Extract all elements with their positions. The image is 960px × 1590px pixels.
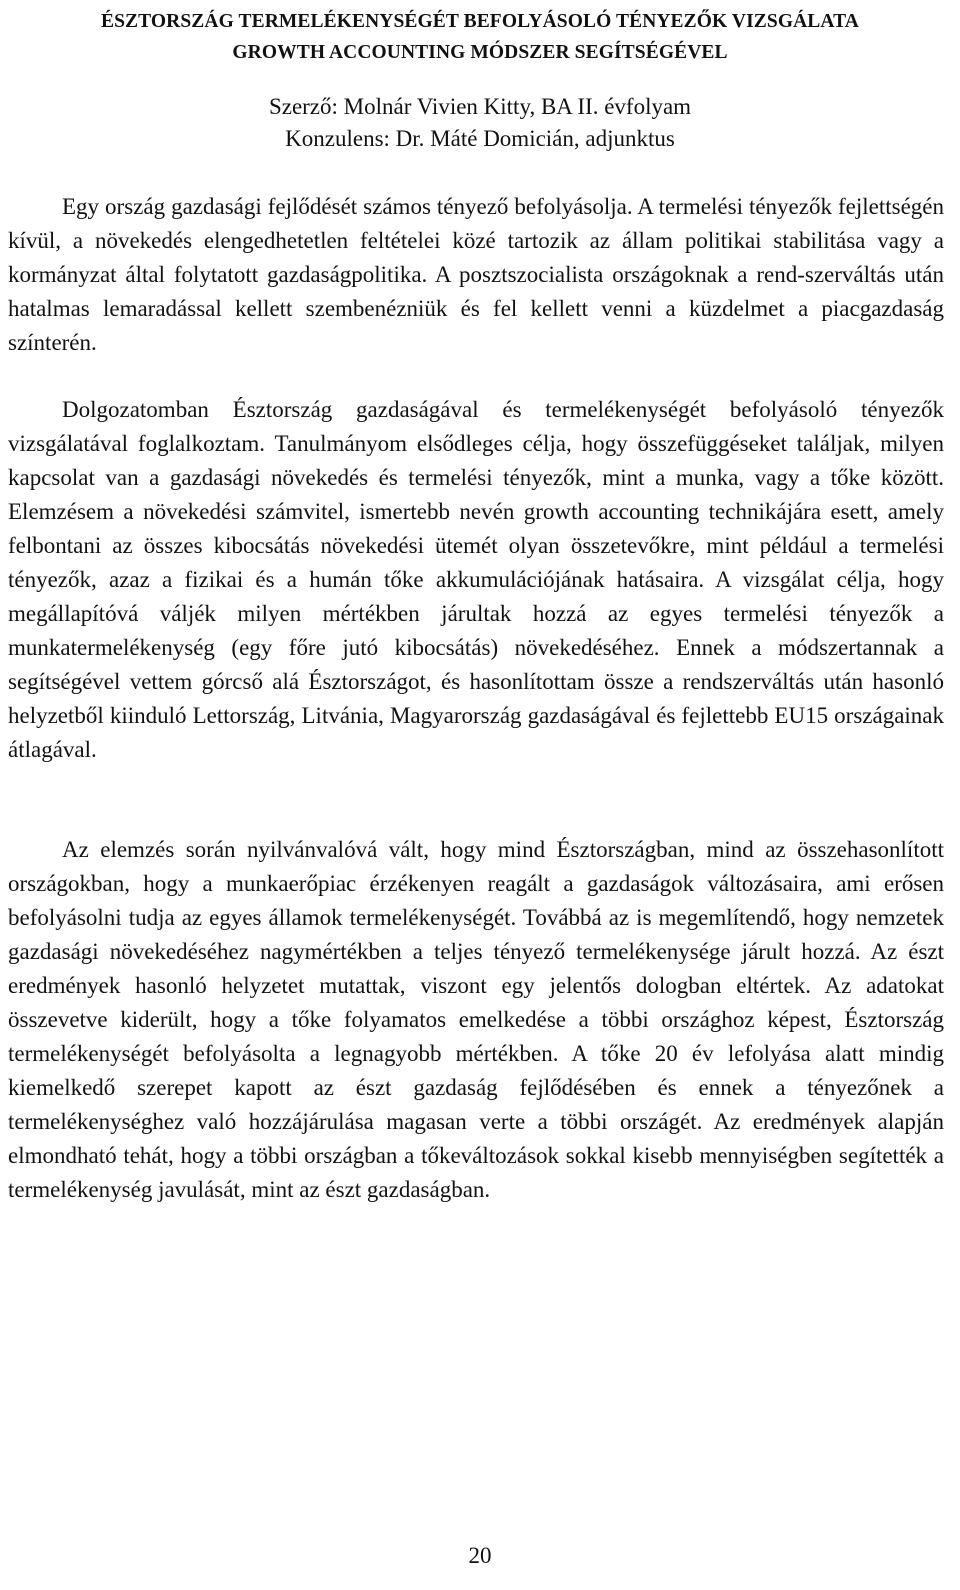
author-line: Szerző: Molnár Vivien Kitty, BA II. évfolyam	[268, 94, 692, 119]
title-line-2: GROWTH ACCOUNTING MÓDSZER SEGÍTSÉGÉVEL	[232, 42, 728, 63]
title-line-1: ÉSZTORSZÁG TERMELÉKENYSÉGÉT BEFOLYÁSOLÓ TÉNYEZŐK VIZSGÁLATA	[101, 11, 859, 32]
supervisor-line: Konzulens: Dr. Máté Domicián, adjunktus	[285, 126, 675, 151]
body-paragraph-3: Az elemzés során nyilvánvalóvá vált, hogy mind Észtországban, mind az összehasonlított országokban, hogy a munkaerőpiac érzékenyen reagált a gazdaságok változásaira, ami erősen befolyásolni tudja az egyes államok termelékenységét. Továbbá az is megemlítendő, hogy nemzetek gazdasági növekedéséhez nagymértékben a teljes tényező termelékenysége járult hozzá. Az észt eredmények hasonló helyzetet mutattak, viszont egy jelentős dologban eltértek. Az adatokat összevetve kiderült, hogy a tőke folyamatos emelkedése a többi országhoz képest, Észtország termelékenységét befolyásolta a legnagyobb mértékben. A tőke 20 év lefolyása alatt mindig kiemelkedő szerepet kapott az észt gazdaság fejlődésében és ennek a tényezőnek a termelékenységhez való hozzájárulása magasan verte a többi országét. Az eredmények alapján elmondható tehát, hogy a többi országban a tőkeváltozások sokkal kisebb mennyiségben segítették a termelékenység javulását, mint az észt gazdaságban.	[8, 837, 944, 1202]
body-paragraph-1: Egy ország gazdasági fejlődését számos tényező befolyásolja. A termelési tényezők fejlettségén kívül, a növekedés elengedhetetlen feltételei közé tartozik az állam politikai stabilitása vagy a kormányzat által folytatott gazdaságpolitika. A posztszocialista országoknak a rend-szerváltás után hatalmas lemaradással kellett szembenézniük és fel kellett venni a küzdelmet a piacgazdaság színterén.	[8, 194, 944, 355]
page-number: 20	[468, 1543, 492, 1568]
body-paragraph-2: Dolgozatomban Észtország gazdaságával és termelékenységét befolyásoló tényezők vizsgálatával foglalkoztam. Tanulmányom elsődleges célja, hogy összefüggéseket találjak, milyen kapcsolat van a gazdasági növekedés és termelési tényezők, mint a munka, vagy a tőke között. Elemzésem a növekedési számvitel, ismertebb nevén growth accounting technikájára esett, amely felbontani az összes kibocsátás növekedési ütemét olyan összetevőkre, mint például a termelési tényezők, azaz a fizikai és a humán tőke akkumulációjának hatásaira. A vizsgálat célja, hogy megállapítóvá váljék milyen mértékben járultak hozzá az egyes termelési tényezők a munkatermelékenység (egy főre jutó kibocsátás) növekedéséhez. Ennek a módszertannak a segítségével vettem górcső alá Észtországot, és hasonlítottam össze a rendszerváltás után hasonló helyzetből kiinduló Lettország, Litvánia, Magyarország gazdaságával és fejlettebb EU15 országainak átlagával.	[8, 397, 944, 762]
